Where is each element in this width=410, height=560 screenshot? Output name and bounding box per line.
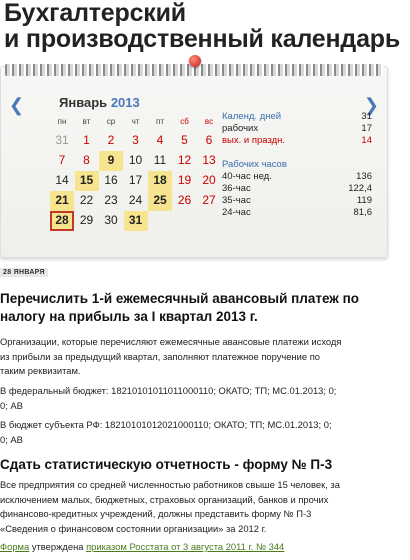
hours-40-value: 136 [356,171,372,182]
work-days-label: рабочих [222,123,259,134]
chevron-right-icon[interactable]: ❯ [363,95,379,115]
paragraph-line: Организации, которые перечисляют ежемесячные авансовые платежи исходя [0,336,342,347]
calendar-week [50,151,222,171]
calendar-month-name: Январь [59,95,108,110]
hours-36-label: 36-час [222,183,251,194]
calendar-day[interactable]: 14 [55,173,69,187]
calendar-day[interactable]: 5 [181,133,188,147]
paragraph-intro [0,335,341,379]
paragraph-federal-budget [0,384,336,413]
paragraph-line: 0; АВ [0,433,23,445]
task-heading-1 [0,290,359,326]
calendar-day[interactable]: 6 [205,133,213,147]
hours-40-label: 40-час нед. [222,171,272,182]
calendar-day[interactable]: 4 [156,133,164,147]
page-title-line1: Бухгалтерский [4,0,186,27]
calendar-day[interactable]: 1 [83,133,90,147]
calendar-day[interactable]: 17 [128,173,143,187]
calendar-day[interactable]: 29 [79,213,94,227]
hours-24-value: 81,6 [353,207,372,218]
calendar-day[interactable]: 2 [107,133,115,147]
calendar-week [50,211,222,231]
calendar-day[interactable]: 3 [132,133,139,147]
calendar-day[interactable]: 13 [202,153,216,167]
hours-35-label: 35-час [222,195,251,206]
calendar-day-selected[interactable]: 28 [50,211,74,231]
calendar-day[interactable]: 11 [153,153,167,167]
calendar-day[interactable]: 22 [79,193,94,207]
calendar-month-title [59,95,140,110]
weekday-wed: ср [106,117,116,126]
calendar-day[interactable]: 23 [104,193,118,207]
work-days-row [222,123,372,135]
form-link[interactable]: Форма [0,541,30,552]
holidays-value: 14 [361,135,372,146]
calendar-day[interactable]: 26 [177,193,192,207]
paragraph-p3 [0,478,340,536]
calendar-day-highlighted[interactable]: 25 [148,191,172,211]
hours-24-row [222,207,372,219]
hours-35-row [222,195,372,207]
weekday-header-row [50,115,222,131]
pin-icon [189,55,201,67]
calendar-day[interactable]: 7 [58,153,66,167]
paragraph-line: из прибыли за предыдущий квартал, заполняют платежное поручение по [0,350,321,362]
calendar-days-label: Календ. дней [222,111,282,122]
page-title-line2: и производственный календарь [4,25,401,53]
paragraph-line: таким реквизитам. [0,365,81,376]
approved-text: утверждена [29,541,87,552]
month-stats [222,111,372,219]
calendar-week [50,171,222,191]
calendar-day[interactable]: 16 [104,173,118,187]
holidays-label: вых. и праздн. [222,135,286,146]
weekday-fri: пт [156,117,164,126]
chevron-left-icon[interactable]: ❮ [9,95,25,115]
calendar-days-value: 31 [361,111,372,122]
order-link[interactable]: приказом Росстата от 3 августа 2011 г. № 344 [86,541,285,552]
paragraph-line: финансово-кредитных учреждений, должны представить форму № П-3 [0,508,312,519]
work-hours-label: Рабочих часов [222,159,287,170]
calendar-day[interactable]: 27 [202,193,216,207]
paragraph-line: В федеральный бюджет: 18210101011011000110; ОКАТО; ТП; МС.01.2013; 0; [0,385,337,396]
calendar-days-row [222,111,372,123]
page-title [4,0,400,52]
calendar-day[interactable]: 30 [104,213,118,227]
weekday-mon: пн [57,117,67,126]
weekday-sat: сб [180,117,189,126]
stats-spacer [222,147,372,159]
paragraph-line: исключением малых, бюджетных, страховых организаций, банков и прочих [0,493,329,505]
weekday-sun: вс [204,117,214,126]
hours-40-row [222,171,372,183]
calendar-day-highlighted[interactable]: 15 [75,171,99,191]
calendar-week [50,131,222,151]
calendar-day[interactable]: 20 [202,173,216,187]
hours-35-value: 119 [356,195,372,206]
task-heading-1-line1: Перечислить 1-й ежемесячный авансовый платеж по [0,291,360,306]
task-heading-1-line2: налогу на прибыль за I квартал 2013 г. [0,309,258,324]
calendar-day[interactable]: 31 [55,133,69,147]
calendar-day-highlighted[interactable]: 18 [148,171,172,191]
hours-36-row [222,183,372,195]
calendar-day-empty [197,211,221,231]
calendar-day-highlighted[interactable]: 9 [99,151,123,171]
calendar-day[interactable]: 24 [128,193,143,207]
hours-36-value: 122,4 [348,183,372,194]
weekday-thu: чт [131,117,140,126]
calendar-day[interactable]: 19 [177,173,192,187]
date-badge: 28 ЯНВАРЯ [0,268,48,277]
calendar-year: 2013 [110,95,140,110]
calendar-day[interactable]: 12 [177,153,192,167]
weekday-tue: вт [82,117,91,126]
work-hours-header [222,159,372,171]
calendar-day[interactable]: 10 [128,153,143,167]
holidays-row [222,135,372,147]
calendar-day-empty [173,211,197,231]
form-approval-line [0,540,284,555]
calendar-day-highlighted[interactable]: 31 [124,211,148,231]
calendar-widget [0,66,388,258]
calendar-week [50,191,222,211]
calendar-day[interactable]: 8 [83,153,90,167]
task-heading-2: Сдать статистическую отчетность - форму № П-3 [0,457,333,472]
calendar-grid [50,115,222,231]
calendar-day-empty [148,211,172,231]
paragraph-regional-budget [0,418,332,447]
paragraph-line: «Сведения о финансовом состоянии организации» за 2012 г. [0,522,267,534]
hours-24-label: 24-час [222,207,251,218]
paragraph-line: 0; АВ [0,399,23,411]
paragraph-line: Все предприятия со средней численностью работников свыше 15 человек, за [0,479,340,490]
paragraph-line: В бюджет субъекта РФ: 18210101012021000110; ОКАТО; ТП; МС.01.2013; 0; [0,419,332,430]
calendar-day-highlighted[interactable]: 21 [50,191,74,211]
work-days-value: 17 [361,123,372,134]
